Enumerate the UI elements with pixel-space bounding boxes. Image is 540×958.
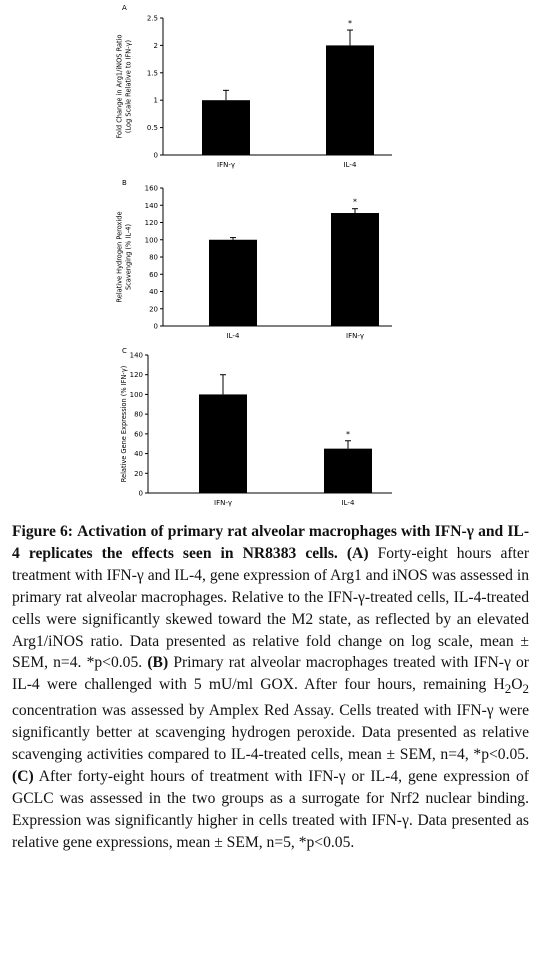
x-tick-label: IL-4 (343, 161, 357, 169)
y-tick-label: 100 (144, 236, 158, 245)
chart-panel-c (0, 345, 540, 515)
caption-part-b-label: (B) (147, 654, 169, 672)
caption-part-b-3: concentration was assessed by Amplex Red Assay. Cells treated with IFN-γ were significantly better at scavenging hydrogen peroxide. Data presented as relative scavenging activities compared to IL-4-treated cells, mean ± SEM, n=4, *p<0.05. (12, 702, 529, 764)
y-tick-label: 2.5 (146, 14, 158, 23)
y-tick-label: 1.5 (146, 69, 158, 78)
y-tick-label: 1 (153, 96, 158, 105)
y-tick-label: 120 (144, 219, 158, 227)
y-tick-label: 120 (129, 371, 143, 380)
caption-title: Activation of primary rat alveolar macrophages with IFN-γ and IL-4 replicates the effects seen in NR8383 cells. (12, 523, 530, 562)
bar (326, 45, 374, 155)
y-tick-label: 80 (149, 253, 158, 262)
y-tick-label: 20 (134, 469, 143, 478)
caption-part-a-label: (A) (346, 544, 369, 562)
y-tick-label: 100 (129, 390, 143, 399)
y-tick-label: 40 (149, 288, 158, 296)
x-tick-label: IL-4 (341, 499, 355, 507)
y-axis-title: (Log Scale Relative to IFN-γ) (124, 39, 133, 134)
bar (331, 213, 379, 326)
y-tick-label: 2 (153, 41, 158, 50)
panel-label: C (122, 347, 127, 355)
significance-marker: * (353, 197, 357, 207)
significance-marker: * (348, 19, 352, 29)
bar (199, 394, 247, 493)
caption-part-c-label: (C) (12, 768, 34, 786)
x-tick-label: IFN-γ (214, 499, 232, 507)
y-tick-label: 20 (149, 305, 158, 314)
figure-caption (12, 521, 529, 854)
y-tick-label: 40 (134, 450, 143, 459)
y-tick-label: 0 (153, 151, 158, 160)
bar (202, 100, 250, 155)
chart-panel-a (0, 0, 540, 175)
y-tick-label: 60 (134, 430, 143, 439)
caption-part-b-sub-2: 2 (522, 681, 529, 697)
y-tick-label: 140 (129, 351, 143, 360)
y-axis-title: Scavenging (% IL-4) (124, 223, 133, 291)
y-tick-label: 0 (153, 322, 158, 331)
y-tick-label: 0 (138, 489, 143, 498)
y-tick-label: 0.5 (146, 124, 158, 133)
panel-label: A (122, 4, 127, 12)
caption-part-b-sub-1: 2 (504, 681, 512, 697)
bar (209, 240, 257, 326)
x-tick-label: IL-4 (226, 332, 240, 340)
y-axis-title: Relative Gene Expression (% IFN-γ) (120, 365, 128, 483)
y-tick-label: 140 (144, 201, 158, 210)
y-tick-label: 80 (134, 410, 143, 419)
chart-panel-b (0, 175, 540, 345)
panel-label: B (122, 179, 127, 187)
significance-marker: * (346, 429, 350, 439)
caption-figure-label: Figure 6: (12, 523, 74, 540)
y-axis-title: Relative Hydrogen Peroxide (115, 211, 124, 303)
caption-part-b-1: Primary rat alveolar macrophages treated with IFN-γ or IL-4 were challenged with 5 mU/ml GOX. After four hours, remaining H (12, 654, 529, 694)
caption-part-c: After forty-eight hours of treatment with IFN-γ or IL-4, gene expression of GCLC was assessed in the two groups as a surrogate for Nrf2 nuclear binding. Expression was significantly higher in cells treated with IFN-γ. Data presented as relative gene expressions, mean ± SEM, n=5, *p<0.05. (12, 768, 529, 851)
x-tick-label: IFN-γ (217, 161, 235, 169)
x-tick-label: IFN-γ (346, 332, 364, 340)
bar (324, 449, 372, 493)
y-tick-label: 160 (144, 184, 158, 193)
caption-part-a: Forty-eight hours after treatment with IFN-γ and IL-4, gene expression of Arg1 and iNOS was assessed in primary rat alveolar macrophages. Relative to the IFN-γ-treated cells, IL-4-treated cells were significantly skewed toward the M2 state, as reflected by an elevated Arg1/iNOS ratio. Data presented as relative fold change on log scale, mean ± SEM, n=4. *p<0.05. (12, 544, 530, 672)
y-axis-title: Fold Change in Arg1/iNOS Ratio (115, 34, 124, 139)
y-tick-label: 60 (149, 270, 158, 279)
caption-part-b-2: O (511, 676, 523, 694)
